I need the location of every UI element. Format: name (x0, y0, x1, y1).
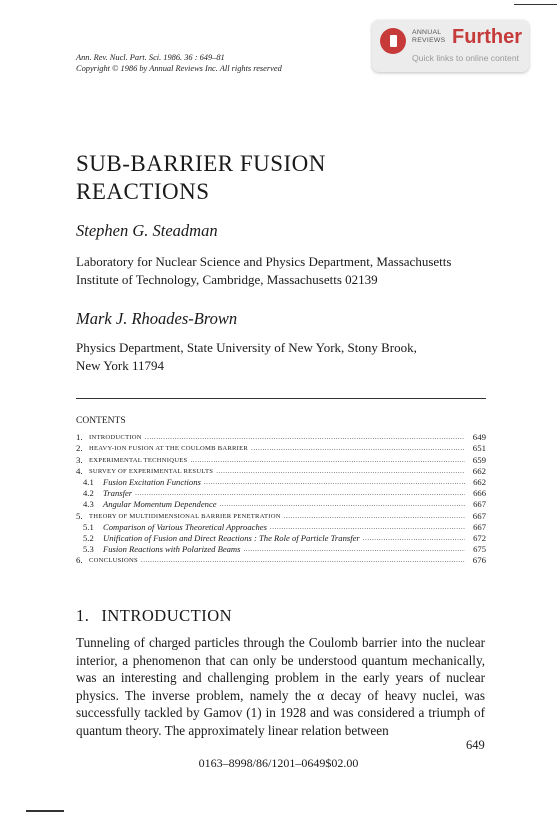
toc-leader (141, 555, 465, 566)
further-label: Further (452, 26, 522, 48)
toc-entry[interactable] (76, 555, 486, 566)
page-number: 649 (466, 738, 485, 752)
toc-leader (284, 511, 465, 522)
section-number: 1. (76, 606, 90, 625)
article-code: 0163–8998/86/1201–0649$02.00 (198, 756, 359, 770)
toc-leader (190, 455, 465, 466)
toc-label: THEORY OF MULTIDIMENSIONAL BARRIER PENETRATION (89, 512, 281, 520)
toc-page: 651 (472, 443, 486, 454)
author-affiliation (76, 253, 496, 289)
affiliation-line: Physics Department, State University of New York, Stony Brook, (76, 340, 417, 355)
section-heading (76, 606, 232, 626)
affiliation-line: New York 11794 (76, 358, 164, 373)
toc-leader (145, 432, 465, 443)
toc-page: 667 (473, 499, 486, 510)
toc-page: 662 (472, 465, 486, 476)
toc-page: 672 (473, 532, 486, 543)
contents-heading: CONTENTS (76, 416, 126, 426)
toc-label: Fusion Reactions with Polarized Beams (103, 544, 241, 555)
toc-leader (244, 544, 466, 555)
author-name: Stephen G. Steadman (76, 221, 218, 240)
toc-entry[interactable] (76, 466, 486, 477)
annual-reviews-logo-icon (380, 28, 406, 54)
toc-subentry[interactable] (76, 488, 486, 499)
toc-entry[interactable] (76, 432, 486, 443)
toc-label: Fusion Excitation Functions (103, 476, 201, 487)
toc-label: CONCLUSIONS (89, 557, 138, 565)
toc-leader (363, 533, 465, 544)
toc-leader (270, 522, 465, 533)
toc-number: 4.3 (83, 499, 94, 510)
toc-number: 4.1 (83, 476, 94, 487)
toc-number: 2. (76, 443, 83, 454)
copyright-line: Copyright © 1986 by Annual Reviews Inc. All rights reserved (76, 64, 282, 73)
further-links-banner[interactable] (372, 20, 529, 72)
body-paragraph: Tunneling of charged particles through the Coulomb barrier into the nuclear interior, a phenomenon that can only be understood quantum mechanically, was an interesting and challenging problem in the early years of nuclear physics. The inverse problem, namely the α decay of heavy nuclei, was successfully tackled by Gamov (1) in 1928 and was considered a triumph of quantum theory. The approximately linear relation between (76, 635, 485, 738)
contents-divider (76, 398, 486, 399)
article-title-line1: SUB-BARRIER FUSION (76, 151, 326, 176)
top-edge-rule (514, 4, 557, 5)
publisher-label (412, 29, 445, 45)
further-subtitle: Quick links to online content (412, 53, 520, 63)
toc-entry[interactable] (76, 454, 486, 465)
journal-citation (76, 52, 282, 74)
toc-subentry[interactable] (76, 544, 486, 555)
toc-number: 3. (76, 454, 83, 465)
toc-page: 659 (472, 454, 486, 465)
toc-subentry[interactable] (76, 522, 486, 533)
toc-page: 662 (473, 476, 486, 487)
publisher-label-line1: ANNUAL (412, 29, 442, 36)
author-name: Mark J. Rhoades-Brown (76, 309, 238, 328)
toc-number: 5.3 (83, 544, 94, 555)
toc-label: Angular Momentum Dependence (103, 499, 217, 510)
toc-page: 676 (472, 555, 486, 566)
affiliation-line: Laboratory for Nuclear Science and Physics Department, Massachusetts (76, 254, 452, 269)
toc-page: 667 (473, 521, 486, 532)
publisher-label-line2: REVIEWS (412, 37, 446, 44)
toc-page: 667 (472, 510, 486, 521)
toc-number: 6. (76, 555, 83, 566)
toc-label: SURVEY OF EXPERIMENTAL RESULTS (89, 467, 214, 475)
toc-entry[interactable] (76, 510, 486, 521)
toc-subentry[interactable] (76, 499, 486, 510)
toc-page: 675 (473, 544, 486, 555)
toc-leader (216, 466, 465, 477)
toc-page: 649 (472, 432, 486, 443)
toc-number: 5.2 (83, 532, 94, 543)
toc-entry[interactable] (76, 443, 486, 454)
bottom-edge-rule (26, 810, 64, 812)
toc-label: HEAVY-ION FUSION AT THE COULOMB BARRIER (89, 445, 249, 453)
section-title: INTRODUCTION (101, 606, 233, 625)
toc-leader (220, 499, 465, 510)
toc-number: 5.1 (83, 521, 94, 532)
toc-leader (251, 443, 465, 454)
toc-subentry[interactable] (76, 477, 486, 488)
affiliation-line: Institute of Technology, Cambridge, Massachusetts 02139 (76, 272, 378, 287)
table-of-contents (76, 432, 486, 566)
toc-number: 4.2 (83, 488, 94, 499)
article-title (76, 150, 326, 206)
toc-number: 4. (76, 465, 83, 476)
article-title-line2: REACTIONS (76, 179, 210, 204)
toc-page: 666 (473, 488, 486, 499)
toc-leader (204, 477, 465, 488)
toc-subentry[interactable] (76, 533, 486, 544)
toc-number: 1. (76, 432, 83, 443)
toc-leader (135, 488, 465, 499)
toc-number: 5. (76, 510, 83, 521)
toc-label: INTRODUCTION (89, 434, 142, 442)
toc-label: Transfer (103, 488, 133, 499)
author-affiliation (76, 339, 496, 375)
toc-label: Unification of Fusion and Direct Reactions : The Role of Particle Transfer (103, 532, 360, 543)
toc-label: EXPERIMENTAL TECHNIQUES (89, 456, 188, 464)
journal-citation-line: Ann. Rev. Nucl. Part. Sci. 1986. 36 : 649–81 (76, 53, 225, 62)
toc-label: Comparison of Various Theoretical Approaches (103, 521, 267, 532)
